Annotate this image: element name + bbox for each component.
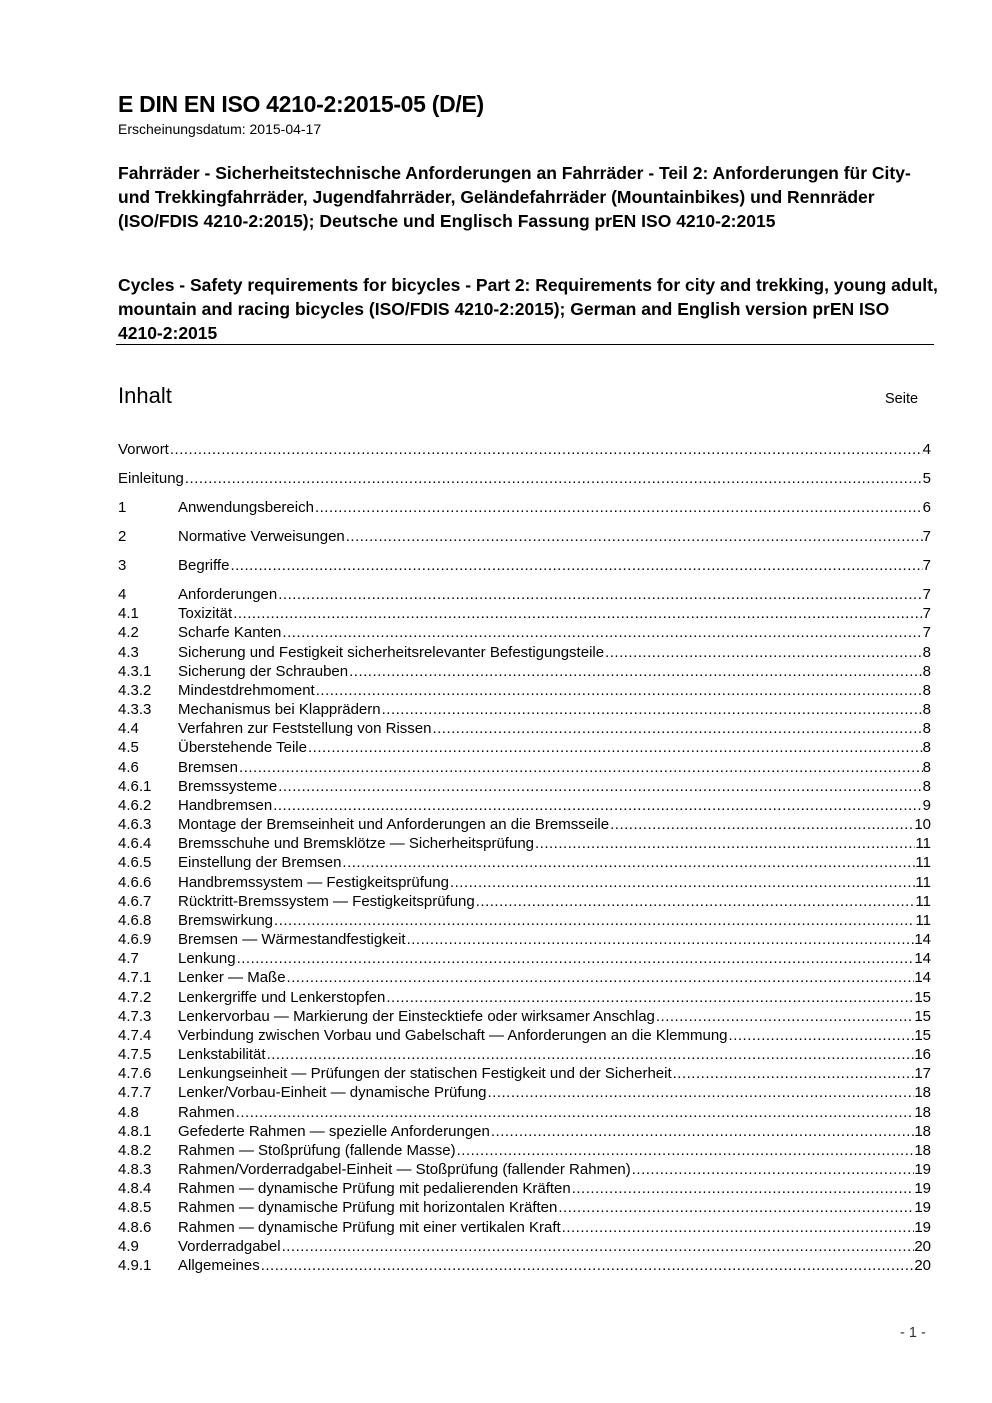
toc-entry-title: Anforderungen [178, 586, 278, 603]
toc-entry-number: 4.6.3 [118, 816, 152, 834]
toc-entry-title: Lenker — Maße [178, 969, 286, 987]
toc-entry-page: 15 [914, 988, 931, 1006]
toc-entry-page: 6 [922, 499, 931, 516]
leader-dots [449, 873, 915, 892]
toc-entry-number: 4.6.2 [118, 796, 152, 814]
toc-entry-number: 4.6.7 [118, 892, 152, 910]
toc-entry-number: 4.3.3 [118, 701, 152, 719]
toc-entry-number: 4.8.3 [118, 1161, 152, 1179]
toc-entry[interactable] [118, 662, 931, 681]
toc-entry[interactable] [118, 834, 931, 853]
toc-entry[interactable] [118, 1256, 931, 1275]
toc-entry[interactable] [118, 469, 931, 488]
leader-dots [561, 1218, 915, 1237]
toc-entry-page: 15 [914, 1007, 931, 1025]
toc-heading: Inhalt [118, 383, 172, 408]
toc-entry[interactable] [118, 1160, 931, 1179]
toc-entry[interactable] [118, 681, 931, 700]
toc-entry-number: 4.5 [118, 739, 139, 757]
toc-entry-title: Vorwort [118, 441, 169, 458]
toc-entry-number: 4.6.9 [118, 931, 152, 949]
leader-dots [728, 1026, 915, 1045]
toc-entry-number: 4.9.1 [118, 1256, 152, 1274]
toc-entry-title: Verfahren zur Feststellung von Rissen [178, 720, 432, 738]
toc-entry[interactable] [118, 758, 931, 777]
toc-entry[interactable] [118, 643, 931, 662]
toc-entry-page: 19 [914, 1161, 931, 1179]
leader-dots [315, 681, 923, 700]
toc-entry-page: 5 [922, 470, 931, 487]
toc-entry-page: 8 [922, 662, 931, 680]
toc-entry-title: Rahmen — dynamische Prüfung mit pedalierenden Kräften [178, 1180, 571, 1198]
toc-entry-page: 17 [914, 1065, 931, 1083]
leader-dots [281, 1237, 915, 1256]
toc-entry-number: 4.9 [118, 1237, 139, 1255]
toc-entry-number: 4.3 [118, 643, 139, 661]
toc-entry-number: 4.1 [118, 605, 139, 623]
toc-entry-number: 3 [118, 557, 127, 574]
toc-entry-number: 4.7.7 [118, 1084, 152, 1102]
toc-entry-page: 18 [914, 1103, 931, 1121]
toc-entry-number: 4.6 [118, 758, 139, 776]
toc-entry[interactable] [118, 1122, 931, 1141]
toc-entry-number: 4 [118, 586, 127, 603]
leader-dots [266, 1045, 915, 1064]
toc-entry[interactable] [118, 853, 931, 872]
toc-entry-number: 4.8.5 [118, 1199, 152, 1217]
leader-dots [286, 968, 915, 987]
toc-entry-number: 4.3.2 [118, 681, 152, 699]
document-title: E DIN EN ISO 4210-2:2015-05 (D/E) [118, 91, 484, 117]
leader-dots [341, 853, 915, 872]
toc-entry[interactable] [118, 930, 931, 949]
toc-entry-page: 16 [914, 1046, 931, 1064]
leader-dots [431, 719, 922, 738]
toc-entry[interactable] [118, 604, 931, 623]
toc-entry-number: 4.8 [118, 1103, 139, 1121]
toc-entry-number: 4.2 [118, 624, 139, 642]
toc-entry[interactable] [118, 949, 931, 968]
toc-entry-number: 4.7 [118, 950, 139, 968]
toc-entry-page: 18 [914, 1122, 931, 1140]
toc-entry-number: 4.6.8 [118, 911, 152, 929]
leader-dots [272, 796, 922, 815]
toc-entry-number: 1 [118, 499, 127, 516]
toc-entry-page: 7 [922, 624, 931, 642]
toc-entry-page: 8 [922, 720, 931, 738]
toc-entry-page: 4 [922, 441, 931, 458]
leader-dots [672, 1064, 915, 1083]
title-english: Cycles - Safety requirements for bicycles - Part 2: Requirements for city and trekking, young adult, mountain and racing bicycles (ISO/FDIS 4210-2:2015); German and English version prEN ISO 4210-2:2015 [118, 275, 938, 343]
toc-entry[interactable] [118, 777, 931, 796]
leader-dots [557, 1198, 914, 1217]
leader-dots [238, 758, 923, 777]
leader-dots [184, 469, 923, 488]
toc-entry-title: Lenkungseinheit — Prüfungen der statischen Festigkeit und der Sicherheit [178, 1065, 672, 1083]
toc-entry-title: Verbindung zwischen Vorbau und Gabelschaft — Anforderungen an die Klemmung [178, 1026, 728, 1044]
toc-entry-title: Rahmen — Stoßprüfung (fallende Masse) [178, 1141, 456, 1159]
toc-entry-title: Mechanismus bei Klapprädern [178, 701, 381, 719]
leader-dots [456, 1141, 915, 1160]
toc-entry[interactable] [118, 1083, 931, 1102]
toc-entry[interactable] [118, 556, 931, 575]
toc-entry[interactable] [118, 585, 931, 604]
toc-entry-page: 8 [922, 681, 931, 699]
leader-dots [348, 662, 923, 681]
toc-entry-title: Bremsschuhe und Bremsklötze — Sicherheitsprüfung [178, 835, 535, 853]
toc-entry-number: 4.8.6 [118, 1218, 152, 1236]
toc-entry-number: 4.4 [118, 720, 139, 738]
toc-entry[interactable] [118, 1103, 931, 1122]
toc-entry-number: 4.7.4 [118, 1026, 152, 1044]
toc-entry-title: Lenkergriffe und Lenkerstopfen [178, 988, 386, 1006]
toc-entry[interactable] [118, 1237, 931, 1256]
toc-entry-number: 4.7.5 [118, 1046, 152, 1064]
toc-entry-title: Scharfe Kanten [178, 624, 282, 642]
toc-entry-title: Anwendungsbereich [178, 499, 314, 516]
toc-entry-title: Sicherung der Schrauben [178, 662, 349, 680]
toc-entry[interactable] [118, 796, 931, 815]
leader-dots [235, 1103, 915, 1122]
toc-entry-page: 18 [914, 1084, 931, 1102]
toc-entry-page: 11 [915, 854, 931, 872]
toc-entry-title: Bremsen [178, 758, 239, 776]
toc-entry-number: 4.7.3 [118, 1007, 152, 1025]
toc-entry[interactable] [118, 911, 931, 930]
toc-entry-number: 4.3.1 [118, 662, 152, 680]
toc-entry[interactable] [118, 968, 931, 987]
toc-entry-number: 4.7.2 [118, 988, 152, 1006]
toc-entry-page: 19 [914, 1180, 931, 1198]
toc-entry[interactable] [118, 1179, 931, 1198]
toc-entry[interactable] [118, 815, 931, 834]
toc-entry-page: 7 [922, 605, 931, 623]
toc-entry[interactable] [118, 719, 931, 738]
toc-entry-title: Bremswirkung [178, 911, 274, 929]
toc-entry-page: 9 [922, 796, 931, 814]
toc-entry-title: Rahmen [178, 1103, 235, 1121]
leader-dots [314, 498, 923, 517]
toc-entry-title: Lenkstabilität [178, 1046, 266, 1064]
toc-entry-title: Gefederte Rahmen — spezielle Anforderungen [178, 1122, 490, 1140]
toc-entry-title: Montage der Bremseinheit und Anforderungen an die Bremsseile [178, 816, 610, 834]
toc-entry-page: 11 [915, 911, 931, 929]
leader-dots [406, 930, 915, 949]
leader-dots [534, 834, 915, 853]
leader-dots [571, 1179, 915, 1198]
leader-dots [277, 585, 922, 604]
toc-entry[interactable] [118, 700, 931, 719]
toc-entry-page: 14 [914, 969, 931, 987]
leader-dots [345, 527, 923, 546]
leader-dots [273, 911, 915, 930]
toc-entry-page: 19 [914, 1218, 931, 1236]
toc-entry-title: Rahmen — dynamische Prüfung mit horizontalen Kräften [178, 1199, 558, 1217]
toc-entry-page: 19 [914, 1199, 931, 1217]
toc-entry[interactable] [118, 738, 931, 757]
toc-entry-title: Einleitung [118, 470, 184, 487]
leader-dots [604, 643, 923, 662]
toc-entry-title: Rahmen/Vorderradgabel-Einheit — Stoßprüfung (fallender Rahmen) [178, 1161, 631, 1179]
toc-entry-number: 4.8.4 [118, 1180, 152, 1198]
toc-entry[interactable] [118, 873, 931, 892]
toc-entry-page: 20 [914, 1256, 931, 1274]
toc-entry[interactable] [118, 988, 931, 1007]
leader-dots [655, 1007, 914, 1026]
toc-entry[interactable] [118, 1045, 931, 1064]
toc-entry-title: Normative Verweisungen [178, 528, 345, 545]
toc-entry-page: 8 [922, 701, 931, 719]
toc-entry[interactable] [118, 892, 931, 911]
toc-entry-title: Lenkung [178, 950, 236, 968]
toc-entry-page: 14 [914, 950, 931, 968]
toc-entry-page: 20 [914, 1237, 931, 1255]
publication-date: Erscheinungsdatum: 2015-04-17 [118, 121, 322, 137]
toc-entry-number: 4.6.1 [118, 777, 152, 795]
toc-entry-title: Vorderradgabel [178, 1237, 281, 1255]
toc-entry-title: Lenker/Vorbau-Einheit — dynamische Prüfung [178, 1084, 487, 1102]
toc-entry[interactable] [118, 623, 931, 642]
toc-entry-page: 7 [922, 528, 931, 545]
leader-dots [260, 1256, 915, 1275]
toc-entry[interactable] [118, 527, 931, 546]
toc-entry-page: 8 [922, 758, 931, 776]
toc-entry-title: Handbremssystem — Festigkeitsprüfung [178, 873, 449, 891]
toc-entry[interactable] [118, 1198, 931, 1217]
leader-dots [277, 777, 922, 796]
toc-entry-page: 11 [915, 873, 931, 891]
leader-dots [631, 1160, 915, 1179]
toc-entry[interactable] [118, 498, 931, 517]
toc-entry-page: 11 [915, 835, 931, 853]
toc-entry-title: Rahmen — dynamische Prüfung mit einer vertikalen Kraft [178, 1218, 561, 1236]
toc-entry-title: Überstehende Teile [178, 739, 307, 757]
toc-entry-page: 11 [915, 892, 931, 910]
leader-dots [307, 738, 923, 757]
leader-dots [385, 988, 914, 1007]
leader-dots [381, 700, 923, 719]
toc-entry-title: Bremssysteme [178, 777, 278, 795]
toc-entry-page: 14 [914, 931, 931, 949]
header-divider [116, 344, 934, 345]
toc-entry-number: 4.7.6 [118, 1065, 152, 1083]
title-german: Fahrräder - Sicherheitstechnische Anforderungen an Fahrräder - Teil 2: Anforderungen für City- und Trekkingfahrräder, Jugendfahrräder, Geländefahrräder (Mountainbikes) und Rennräder (ISO/FDIS 4210-2:2015); Deutsche und Englisch Fassung prEN ISO 4210-2:2015 [118, 163, 911, 231]
toc-entry[interactable] [118, 1026, 931, 1045]
toc-entry-page: 10 [914, 816, 931, 834]
toc-entry[interactable] [118, 440, 931, 459]
toc-entry-number: 4.6.4 [118, 835, 152, 853]
leader-dots [609, 815, 914, 834]
toc-entry-title: Handbremsen [178, 796, 273, 814]
toc-entry[interactable] [118, 1064, 931, 1083]
toc-entry-title: Begriffe [178, 557, 230, 574]
leader-dots [236, 949, 915, 968]
toc-entry-title: Rücktritt-Bremssystem — Festigkeitsprüfung [178, 892, 475, 910]
toc-entry-title: Bremsen — Wärmestandfestigkeit [178, 931, 406, 949]
toc-entry-number: 4.8.1 [118, 1122, 152, 1140]
toc-entry-page: 8 [922, 643, 931, 661]
toc-entry-page: 8 [922, 777, 931, 795]
toc-entry-number: 4.6.5 [118, 854, 152, 872]
toc-entry-page: 8 [922, 739, 931, 757]
toc-entry-page: 18 [914, 1141, 931, 1159]
leader-dots [281, 623, 922, 642]
toc-entry-title: Lenkervorbau — Markierung der Einstecktiefe oder wirksamer Anschlag [178, 1007, 655, 1025]
toc-entry[interactable] [118, 1141, 931, 1160]
toc-entry-page: 15 [914, 1026, 931, 1044]
toc-entry-number: 4.6.6 [118, 873, 152, 891]
leader-dots [229, 556, 922, 575]
page-number: - 1 - [900, 1325, 926, 1341]
toc-entry-title: Einstellung der Bremsen [178, 854, 342, 872]
toc-page-label: Seite [885, 391, 919, 407]
toc-entry-title: Mindestdrehmoment [178, 681, 315, 699]
toc-entry-number: 2 [118, 528, 127, 545]
toc-entry[interactable] [118, 1007, 931, 1026]
leader-dots [475, 892, 916, 911]
toc-entry-page: 7 [922, 557, 931, 574]
toc-entry-number: 4.7.1 [118, 969, 152, 987]
toc-entry-title: Sicherung und Festigkeit sicherheitsrelevanter Befestigungsteile [178, 643, 605, 661]
leader-dots [232, 604, 922, 623]
leader-dots [490, 1122, 914, 1141]
toc-entry-title: Allgemeines [178, 1256, 260, 1274]
toc-entry-page: 7 [922, 586, 931, 603]
toc-entry[interactable] [118, 1218, 931, 1237]
leader-dots [487, 1083, 915, 1102]
leader-dots [169, 440, 923, 459]
toc-entry-title: Toxizität [178, 605, 233, 623]
toc-entry-number: 4.8.2 [118, 1141, 152, 1159]
